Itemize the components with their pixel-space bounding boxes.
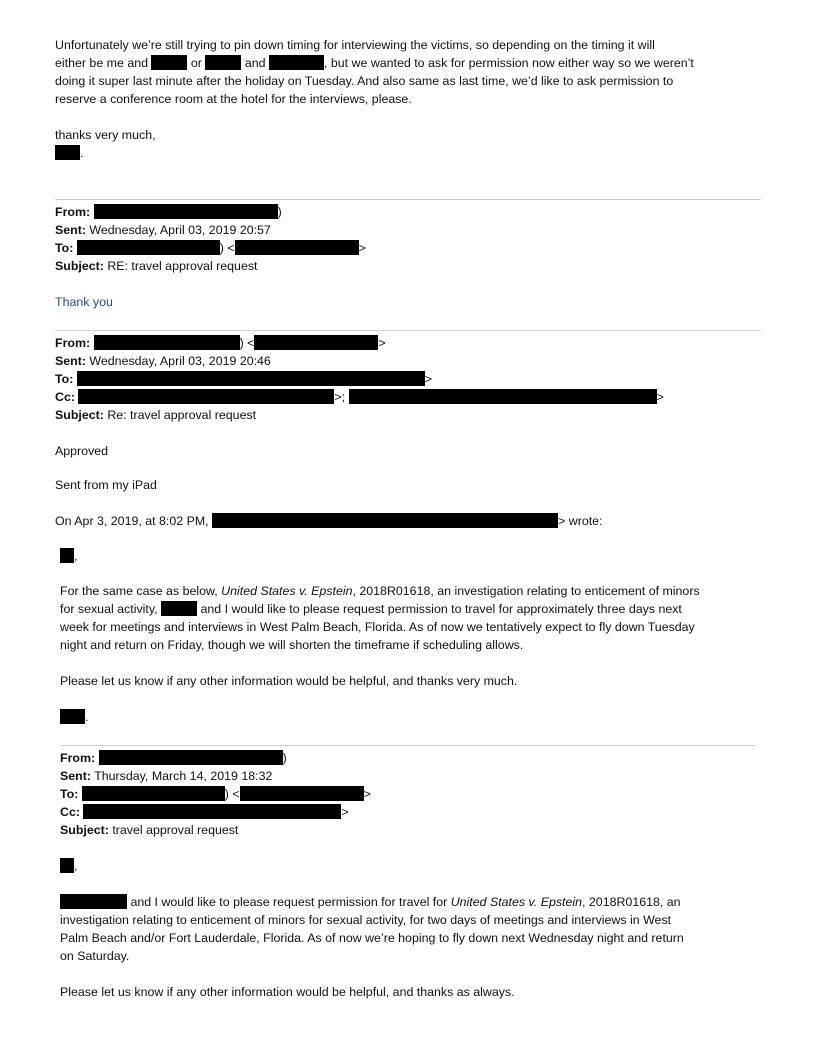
email1-body: Thank you [55, 295, 113, 309]
redaction [151, 55, 187, 70]
quote1-signature: . [60, 708, 88, 726]
divider [55, 330, 761, 331]
redaction [77, 371, 425, 386]
email-header-3 [60, 749, 371, 839]
cc-line: Cc: >; > [55, 390, 664, 404]
email2-body: Approved [55, 444, 109, 458]
subject-line: Subject: travel approval request [60, 823, 239, 837]
redaction [235, 240, 359, 255]
quote1-greeting: , [60, 547, 77, 565]
redaction [269, 55, 324, 70]
redaction [94, 335, 240, 350]
from-line: From: ) [55, 205, 282, 219]
from-line: From: ) [60, 751, 287, 765]
redaction [205, 55, 241, 70]
redaction [94, 204, 278, 219]
subject-line: Subject: Re: travel approval request [55, 408, 257, 422]
subject-line: Subject: RE: travel approval request [55, 259, 258, 273]
divider [55, 199, 761, 200]
redaction [77, 240, 220, 255]
redaction [349, 389, 657, 404]
redaction [60, 858, 74, 873]
wrote-line: On Apr 3, 2019, at 8:02 PM, > wrote: [55, 514, 603, 528]
redaction [212, 513, 558, 528]
sent-from: Sent from my iPad [55, 478, 157, 492]
redaction [60, 548, 74, 563]
top-paragraph: Unfortunately we’re still trying to pin down timing for interviewing the victims, so depending on the timing it will either be me and or and , but we wanted to ask for permission now either way so we weren’t doing it super last minute after the holiday on Tuesday. And also same as last time, we’d like to ask permission to reserve a conference room at the hotel for the interviews, please. [55, 38, 694, 106]
redaction [78, 389, 334, 404]
signature-redaction [55, 145, 80, 160]
email-header-2 [55, 334, 664, 424]
cc-line: Cc: > [60, 805, 349, 819]
email-header-1 [55, 203, 366, 275]
redaction [254, 335, 378, 350]
from-line: From: ) < > [55, 336, 386, 350]
redaction [82, 786, 225, 801]
redaction [240, 786, 364, 801]
redaction [161, 601, 197, 616]
sent-line: Sent: Wednesday, April 03, 2019 20:46 [55, 354, 271, 368]
to-line: To: ) < > [60, 787, 371, 801]
quote1-closing: Please let us know if any other information would be helpful, and thanks very much. [60, 674, 518, 688]
signature-redaction [60, 709, 85, 724]
closing: thanks very much, . [55, 128, 156, 160]
divider [60, 745, 756, 746]
to-line: To: > [55, 372, 433, 386]
quote1-paragraph: For the same case as below, United States v. Epstein, 2018R01618, an investigation relating to enticement of minors for sexual activity, and I would like to please request permission to travel for approximately three days next week for meetings and interviews in West Palm Beach, Florida. As of now we tentatively expect to fly down Tuesday night and return on Friday, though we will shorten the timeframe if scheduling allows. [60, 584, 700, 652]
redaction [99, 750, 283, 765]
redaction [83, 804, 341, 819]
redaction [60, 894, 127, 909]
to-line: To: ) < > [55, 241, 366, 255]
sent-line: Sent: Thursday, March 14, 2019 18:32 [60, 769, 273, 783]
quote2-paragraph: and I would like to please request permission for travel for United States v. Epstein, 2018R01618, an investigation relating to enticement of minors for sexual activity, for two days of meetings and interviews in West Palm Beach and/or Fort Lauderdale, Florida. As of now we’re hoping to fly down next Wednesday night and return on Saturday. [60, 895, 684, 963]
quote2-closing: Please let us know if any other information would be helpful, and thanks as always. [60, 985, 515, 999]
quote2-greeting: , [60, 857, 77, 875]
sent-line: Sent: Wednesday, April 03, 2019 20:57 [55, 223, 271, 237]
